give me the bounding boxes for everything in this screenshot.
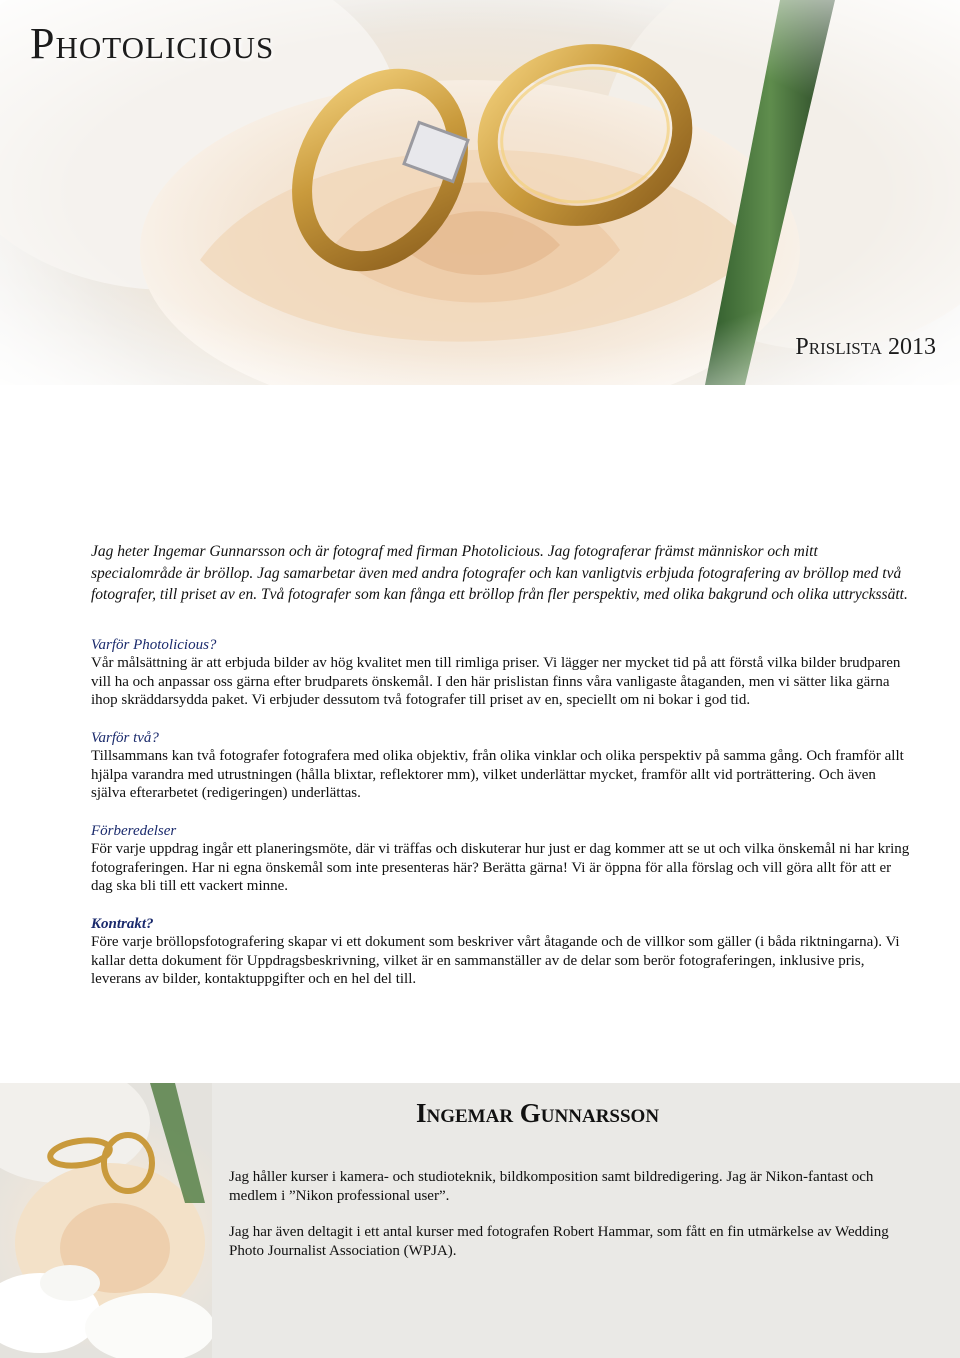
bio-paragraph: Jag håller kurser i kamera- och studioteknik, bildkomposition samt bildredigering. Jag är Nikon-fantast och medlem i ”Nikon professional user”. xyxy=(229,1169,874,1204)
section-body: Tillsammans kan två fotografer fotografera med olika objektiv, från olika vinklar och olika perspektiv på samma gång. Och framför allt hjälpa varandra med utrustningen (hålla blixtar, reflektorer mm), vilket underlättar mycket, framför allt vid porträttering. Och även själva efterarbetet (redigeringen) underlättas. xyxy=(91,748,904,801)
section-preparations xyxy=(91,822,911,896)
section-contract xyxy=(91,915,911,989)
section-body: Vår målsättning är att erbjuda bilder av hög kvalitet men till rimliga priser. Vi lägger ner mycket tid på att förstå vilka bilder brudparen vill ha och anpassar oss gärna efter brudparets önskemål. I den här prislistan finns våra vanligaste åtaganden, men vi sätter lika gärna ihop skräddarsydda paket. Vi erbjuder dessutom två fotografer till priset av en, speciellt om ni bokar i god tid. xyxy=(91,655,901,708)
bio-name: Ingemar Gunnarsson xyxy=(416,1098,660,1128)
intro-paragraph: Jag heter Ingemar Gunnarsson och är fotograf med firman Photolicious. Jag fotograferar främst människor och mitt specialområde är bröllop. Jag samarbetar även med andra fotografer och kan vanligtvis erbjuda fotografering av bröllop med två fotografer, till priset av en. Två fotografer som kan fånga ett bröllop från fler perspektiv, med olika bakgrund och olika uttryckssätt. xyxy=(91,543,908,603)
bio-paragraph: Jag har även deltagit i ett antal kurser med fotografen Robert Hammar, som fått en fin utmärkelse av Wedding Photo Journalist Association (WPJA). xyxy=(229,1224,889,1259)
bio-text xyxy=(229,1168,919,1278)
brand-title: Photolicious xyxy=(30,19,275,68)
section-why-photolicious xyxy=(91,636,911,710)
section-body: För varje uppdrag ingår ett planeringsmöte, där vi träffas och diskuterar hur just er dag kommer att se ut och vilka önskemål ni har kring fotograferingen. Har ni egna önskemål som inte presenteras här? Berätta gärna! Vi är öppna för alla förslag och vill göra allt för att er dag ska bli till ett vackert minne. xyxy=(91,841,910,894)
section-why-two xyxy=(91,729,911,803)
section-heading: Varför två? xyxy=(91,729,159,746)
bio-photo xyxy=(0,1083,212,1358)
hero-image xyxy=(0,0,960,385)
section-heading: Kontrakt? xyxy=(91,915,154,932)
price-list-label: Prislista 2013 xyxy=(795,334,936,360)
flowers-with-rings-illustration xyxy=(0,1083,212,1358)
section-heading: Varför Photolicious? xyxy=(91,636,217,653)
section-body: Före varje bröllopsfotografering skapar vi ett dokument som beskriver vårt åtagande och de villkor som gäller (i båda riktningarna). Vi kallar detta dokument för Uppdragsbeskrivning, vilket är en sammanställer av de delar som berör fotograferingen, inklusive pris, leverans av bilder, kontaktuppgifter och en hel del till. xyxy=(91,934,900,987)
section-heading: Förberedelser xyxy=(91,822,177,839)
main-content xyxy=(91,541,911,1008)
